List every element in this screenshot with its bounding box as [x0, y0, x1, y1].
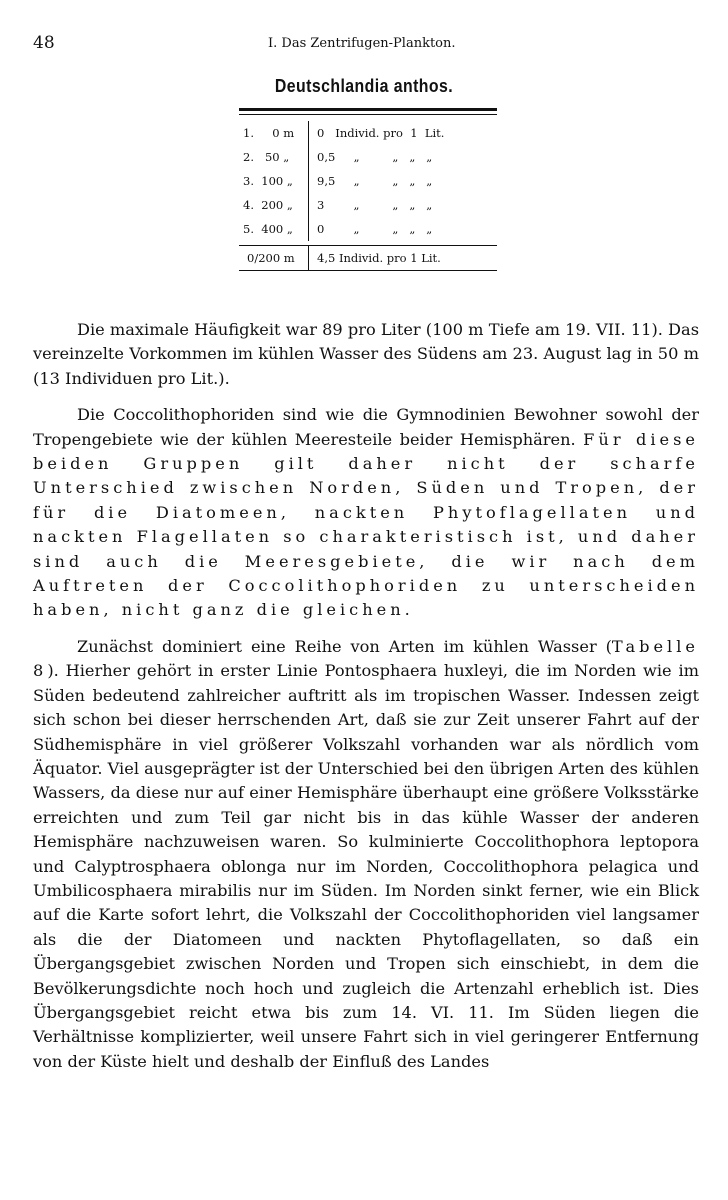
table-row: [239, 169, 497, 193]
table-body: [239, 115, 497, 245]
summary-value-cell: 4,5 Individ. pro 1 Lit.: [308, 246, 497, 270]
body-text: [33, 318, 699, 1086]
summary-depth-cell: 0/200 m: [247, 251, 295, 265]
depth-cell: 5. 400 „: [243, 222, 293, 236]
value-cell: 9,5 „ „ „ „: [308, 169, 497, 193]
paragraph: [33, 635, 699, 1074]
table-row: [239, 193, 497, 217]
value-cell: 3 „ „ „ „: [308, 193, 497, 217]
depth-cell: 2. 50 „: [243, 150, 290, 164]
paragraph: [33, 403, 699, 623]
depth-cell: 4. 200 „: [243, 198, 293, 212]
table-row: [239, 217, 497, 241]
table-row: [239, 145, 497, 169]
page-header: [33, 33, 695, 53]
depth-cell: 3. 100 „: [243, 174, 293, 188]
paragraph-text: Zunächst dominiert eine Reihe von Arten im kühlen Wasser (: [77, 636, 612, 656]
table-row: [239, 121, 497, 145]
value-cell: 0 Individ. pro 1 Lit.: [308, 121, 497, 145]
value-cell: 0,5 „ „ „ „: [308, 145, 497, 169]
paragraph: Die maximale Häufigkeit war 89 pro Liter (100 m Tiefe am 19. VII. 11). Das vereinzelte Vorkommen im kühlen Wasser des Südens am 23. August lag in 50 m (13 Individuen pro Lit.).: [33, 320, 699, 388]
value-cell: 0 „ „ „ „: [308, 217, 497, 241]
running-title: I. Das Zentrifugen-Plankton.: [268, 36, 456, 51]
page-number: 48: [33, 33, 55, 53]
table-summary-row: [239, 245, 497, 270]
table-reference: Tabelle 8: [33, 636, 699, 681]
abundance-table: [239, 108, 497, 271]
depth-cell: 1. 0 m: [243, 126, 295, 140]
paragraph-text: ). Hierher gehört in erster Linie Pontosphaera huxleyi, die im Norden wie im Süden bedeutend zahlreicher auftritt als im tropischen Wasser. Indessen zeigt sich schon bei dieser herrschenden Art, daß sie zur Zeit unserer Fahrt auf der Südhemisphäre in viel größerer Volkszahl vorhanden war als nördlich vom Äquator. Viel ausgeprägter ist der Unterschied bei den übrigen Arten des kühlen Wassers, da diese nur auf einer Hemisphäre überhaupt eine größere Volksstärke erreichten und zum Teil gar nicht bis in das kühle Wasser der anderen Hemisphäre nachzuweisen waren. So kulminierte Coccolithophora leptopora und Calyptrosphaera oblonga nur im Norden, Coccolithophora pelagica und Umbilicosphaera mirabilis nur im Süden. Im Norden sinkt ferner, wie ein Blick auf die Karte sofort lehrt, die Volkszahl der Coccolithophoriden viel langsamer als die der Diatomeen und nackten Phytoflagellaten, so daß ein Übergangsgebiet zwischen Norden und Tropen sich einschiebt, in dem die Bevölkerungsdichte noch hoch und zugleich die Artenzahl erheblich ist. Dies Übergangsgebiet reicht etwa bis zum 14. VI. 11. Im Süden liegen die Verhältnisse komplizierter, weil unsere Fahrt sich in viel geringerer Entfernung von der Küste hielt und deshalb der Einfluß des Landes: [33, 661, 699, 1071]
spaced-emphasis-text: Für diese beiden Gruppen gilt daher nicht der scharfe Unterschied zwischen Norden, Süden und Tropen, der für die Diatomeen, nackten Phytoflagellaten und nackten Flagellaten so charakteristisch ist, und daher sind auch die Meeresgebiete, die wir nach dem Auftreten der Coccolithophoriden zu unterscheiden haben, nicht ganz die gleichen.: [33, 429, 700, 620]
table-title: Deutschlandia anthos.: [274, 76, 454, 96]
paragraph-text: Die Coccolithophoriden sind wie die Gymnodinien Bewohner sowohl der Tropengebiete wie der kühlen Meeresteile beider Hemisphären.: [33, 405, 699, 449]
